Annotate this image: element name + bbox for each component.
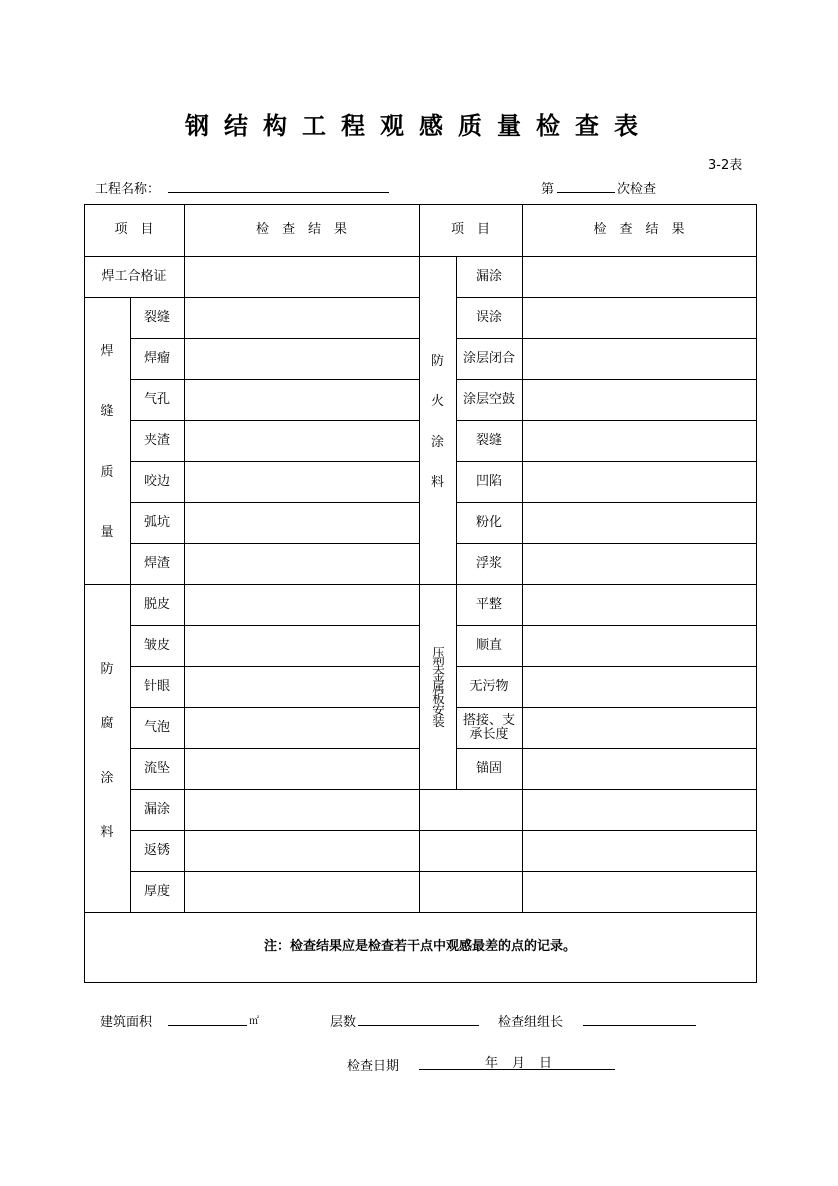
anti-item-label: 漏涂	[143, 801, 170, 817]
table-right-border	[756, 204, 757, 983]
result-cell[interactable]	[185, 462, 419, 502]
metal-sheet-group-label: 压型金属板安装	[430, 646, 446, 727]
fire-item-label: 粉化	[475, 514, 502, 530]
area-unit: ㎡	[249, 1016, 259, 1027]
result-cell[interactable]	[523, 708, 756, 748]
welder-cert-label: 焊工合格证	[101, 268, 167, 284]
weld-item-label: 夹渣	[143, 432, 170, 448]
table-bottom-border	[84, 982, 757, 983]
weld-group-label-char: 焊	[100, 344, 114, 359]
result-cell[interactable]	[185, 421, 419, 461]
anti-corrosion-group-label-char: 防	[100, 662, 114, 677]
date-year: 年	[485, 1056, 499, 1071]
empty-cell[interactable]	[420, 831, 522, 871]
result-cell[interactable]	[523, 257, 756, 297]
result-cell[interactable]	[185, 708, 419, 748]
fireproof-group-label-char: 火	[430, 394, 444, 410]
project-name-label: 工程名称：	[95, 182, 161, 197]
anti-corrosion-group-label-char: 料	[100, 824, 114, 840]
metal-item-label: 顺直	[475, 637, 502, 653]
result-cell[interactable]	[185, 380, 419, 420]
result-cell[interactable]	[185, 339, 419, 379]
project-name-field[interactable]	[168, 192, 389, 193]
anti-corrosion-group-label	[84, 658, 130, 840]
empty-cell[interactable]	[420, 790, 522, 830]
fire-item-label: 凹陷	[475, 473, 502, 489]
header-item-right: 项 目	[450, 222, 490, 237]
weld-group-label-char: 质	[100, 464, 114, 480]
anti-item-label: 脱皮	[143, 596, 170, 612]
leader-field[interactable]	[583, 1025, 696, 1026]
table-left-border	[84, 204, 85, 983]
date-month: 月	[512, 1056, 526, 1071]
weld-group-label	[84, 340, 130, 540]
inspection-no-suffix: 次检查	[617, 182, 657, 197]
fire-item-label: 裂缝	[475, 432, 502, 448]
anti-item-label: 流坠	[143, 760, 170, 776]
anti-item-label: 气泡	[143, 719, 170, 735]
result-cell[interactable]	[523, 298, 756, 338]
area-field[interactable]	[168, 1025, 247, 1026]
empty-cell[interactable]	[523, 790, 756, 830]
leader-label: 检查组组长	[498, 1015, 564, 1030]
anti-item-label: 针眼	[143, 678, 170, 694]
anti-corrosion-group-label-char: 涂	[100, 770, 114, 786]
result-cell[interactable]	[185, 585, 419, 625]
form-code: 3-2表	[708, 158, 743, 173]
result-cell[interactable]	[185, 790, 419, 830]
result-cell[interactable]	[185, 626, 419, 666]
result-cell[interactable]	[523, 380, 756, 420]
fire-item-label: 浮浆	[475, 555, 502, 571]
header-item-left: 项 目	[114, 222, 154, 237]
inspection-no-prefix: 第	[541, 182, 555, 197]
floors-label: 层数	[330, 1015, 357, 1030]
fire-item-label: 误涂	[475, 309, 502, 325]
result-cell[interactable]	[523, 749, 756, 789]
inspection-no-field[interactable]	[557, 192, 615, 193]
metal-item-label: 锚固	[475, 760, 502, 776]
fireproof-group-label-char: 涂	[430, 434, 444, 450]
result-cell[interactable]	[185, 257, 419, 297]
anti-item-label: 返锈	[143, 842, 170, 858]
weld-item-label: 气孔	[143, 391, 170, 407]
weld-group-label-char: 缝	[100, 404, 114, 420]
fire-item-label: 漏涂	[475, 268, 502, 284]
table-note: 注：检查结果应是检查若干点中观感最差的点的记录。	[263, 939, 576, 954]
result-cell[interactable]	[185, 544, 419, 584]
result-cell[interactable]	[523, 503, 756, 543]
metal-item-label: 平整	[475, 596, 502, 612]
area-label: 建筑面积	[100, 1015, 153, 1030]
weld-item-label: 咬边	[143, 473, 170, 489]
fire-item-label: 涂层空鼓	[462, 391, 515, 407]
anti-corrosion-group-label-char: 腐	[100, 716, 114, 732]
fire-item-label: 涂层闭合	[462, 350, 515, 366]
result-cell[interactable]	[185, 503, 419, 543]
empty-cell[interactable]	[523, 872, 756, 912]
result-cell[interactable]	[523, 585, 756, 625]
result-cell[interactable]	[185, 298, 419, 338]
result-cell[interactable]	[185, 749, 419, 789]
anti-item-label: 皱皮	[143, 637, 170, 653]
weld-item-label: 裂缝	[143, 309, 170, 325]
fireproof-group-label-char: 防	[430, 354, 444, 369]
header-result-left: 检 查 结 果	[255, 222, 347, 237]
result-cell[interactable]	[185, 872, 419, 912]
result-cell[interactable]	[523, 626, 756, 666]
weld-item-label: 弧坑	[143, 514, 170, 530]
header-result-right: 检 查 结 果	[593, 222, 685, 237]
page-title: 钢结构工程观感质量检查表	[185, 112, 653, 140]
metal-item-label: 搭接、支承长度	[462, 712, 515, 742]
result-cell[interactable]	[523, 462, 756, 502]
date-day: 日	[539, 1056, 553, 1071]
weld-item-label: 焊瘤	[143, 350, 170, 366]
date-label: 检查日期	[347, 1059, 400, 1074]
result-cell[interactable]	[523, 421, 756, 461]
anti-item-label: 厚度	[143, 883, 170, 899]
empty-cell[interactable]	[523, 831, 756, 871]
fireproof-group-label	[419, 350, 456, 490]
result-cell[interactable]	[185, 831, 419, 871]
empty-cell[interactable]	[420, 872, 522, 912]
result-cell[interactable]	[523, 544, 756, 584]
result-cell[interactable]	[523, 667, 756, 707]
floors-field[interactable]	[358, 1025, 479, 1026]
result-cell[interactable]	[523, 339, 756, 379]
weld-item-label: 焊渣	[143, 555, 170, 571]
weld-group-label-char: 量	[100, 524, 114, 540]
metal-item-label: 无污物	[469, 678, 509, 694]
fireproof-group-label-char: 料	[430, 474, 444, 490]
result-cell[interactable]	[185, 667, 419, 707]
